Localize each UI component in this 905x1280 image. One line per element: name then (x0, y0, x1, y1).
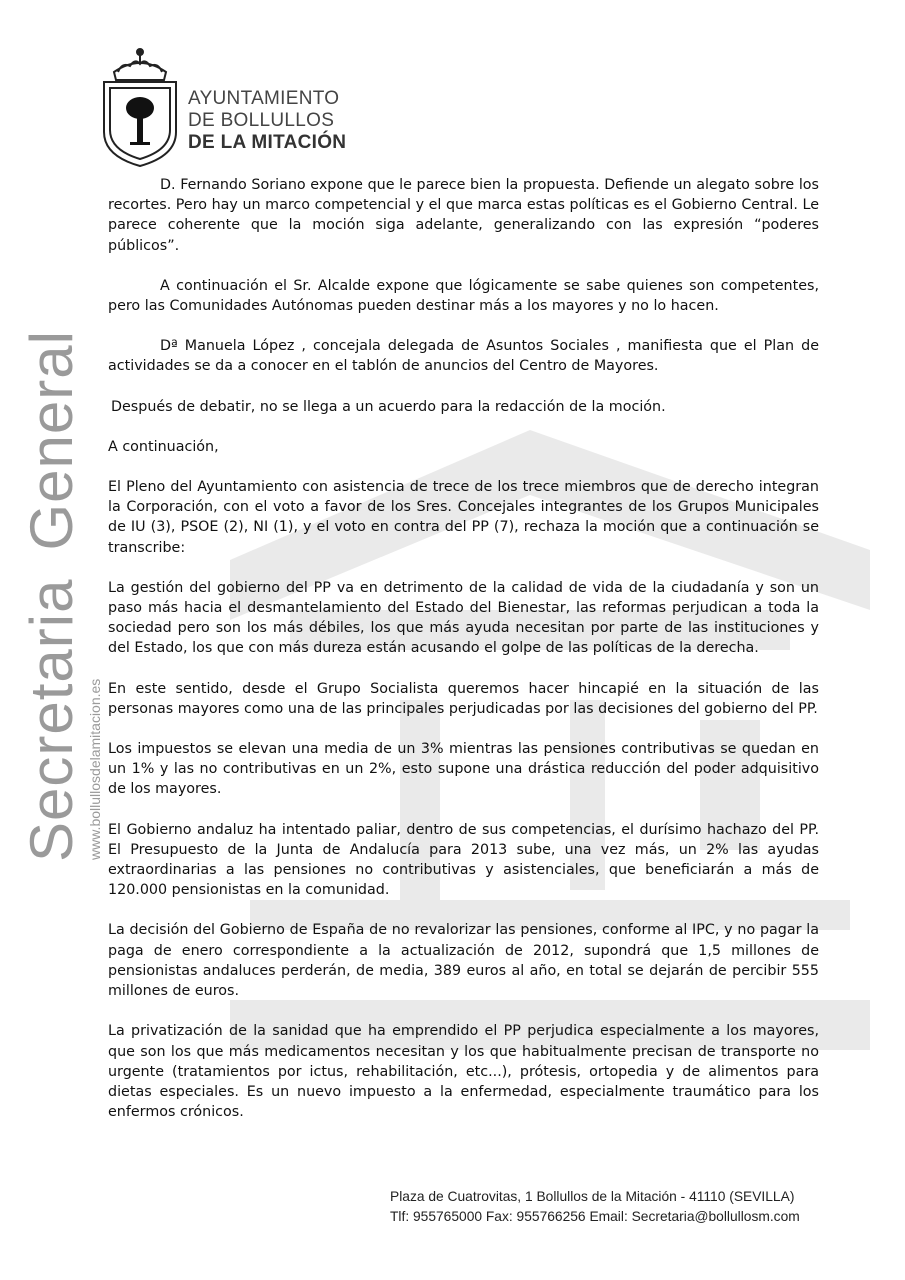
logo-line-2: DE BOLLULLOS (188, 110, 335, 131)
footer-address: Plaza de Cuatrovitas, 1 Bollullos de la Mitación - 41110 (SEVILLA) (390, 1189, 795, 1204)
side-word-secretaria: Secretaria (18, 578, 85, 862)
document-body (108, 175, 819, 1142)
paragraph-soriano: D. Fernando Soriano expone que le parece bien la propuesta. Defiende un alegato sobre los recortes. Pero hay un marco competencial y el que marca estas políticas es el Gobierno Central. Le parece coherente que la moción siga adelante, generalizando con las expresión “poderes públicos”. (108, 177, 819, 254)
footer-contact: Tlf: 955765000 Fax: 955766256 Email: Secretaria@bollullosm.com (390, 1209, 800, 1224)
paragraph-sentido: En este sentido, desde el Grupo Socialista queremos hacer hincapié en la situación de las personas mayores como una de las principales perjudicadas por las decisiones del gobierno del PP. (108, 680, 819, 717)
paragraph-alcalde: A continuación el Sr. Alcalde expone que lógicamente se sabe quienes son competentes, pero las Comunidades Autónomas pueden destinar más a los mayores y no lo hacen. (108, 277, 819, 315)
paragraph-gestion: La gestión del gobierno del PP va en detrimento de la calidad de vida de la ciudadanía y son un paso más hacia el desmantelamiento del Estado del Bienestar, las reformas perjudican a toda la sociedad pero son los más débiles, los que más ayuda necesitan por parte de las instituciones y del Estado, los que con más dureza están acusando el golpe de las políticas de la derecha. (108, 579, 819, 657)
paragraph-debate: Después de debatir, no se llega a un acuerdo para la redacción de la moción. (111, 398, 666, 415)
paragraph-lopez: Dª Manuela López , concejala delegada de Asuntos Sociales , manifiesta que el Plan de actividades se da a conocer en el tablón de anuncios del Centro de Mayores. (108, 338, 819, 375)
logo-line-1: AYUNTAMIENTO (188, 88, 340, 109)
logo-line-3: DE LA MITACIÓN (188, 132, 347, 153)
paragraph-gobierno-andaluz: El Gobierno andaluz ha intentado paliar, dentro de sus competencias, el durísimo hachazo del PP. El Presupuesto de la Junta de Andalucía para 2013 sube, una vez más, un 2% las ayudas extraordinarias a las pensiones no contributivas y asistenciales, que beneficiarán a más de 120.000 pensionistas en la comunidad. (108, 821, 819, 899)
side-url: www.bollullosdelamitacion.es (87, 678, 103, 860)
municipal-logo (100, 42, 350, 170)
paragraph-decision: La decisión del Gobierno de España de no revalorizar las pensiones, conforme al IPC, y no pagar la paga de enero correspondiente a la actualización de 2012, supondrá que 1,5 millones de pensionistas andaluces perderán, de media, 389 euros al año, en total se dejarán de percibir 555 millones de euros. (108, 922, 819, 1000)
crest-icon (100, 42, 180, 168)
paragraph-privatizacion: La privatización de la sanidad que ha emprendido el PP perjudica especialmente a los mayores, que son los que más medicamentos necesitan y los que habitualmente precisan de transporte no urgente (tratamientos por ictus, rehabilitación, etc...), prótesis, ortopedia y de alimentos para dietas especiales. Es un nuevo impuesto a la enfermedad, especialmente traumático para los enfermos crónicos. (108, 1023, 819, 1121)
side-title (18, 330, 85, 862)
side-label (18, 330, 122, 862)
side-word-general: General (18, 330, 85, 551)
paragraph-continuacion: A continuación, (108, 438, 219, 455)
footer (390, 1187, 830, 1227)
paragraph-impuestos: Los impuestos se elevan una media de un 3% mientras las pensiones contributivas se quedan en un 1% y las no contributivas en un 2%, esto supone una drástica reducción del poder adquisitivo de los mayores. (108, 741, 819, 798)
paragraph-pleno: El Pleno del Ayuntamiento con asistencia de trece de los trece miembros que de derecho integran la Corporación, con el voto a favor de los Sres. Concejales integrantes de los Grupos Municipales de IU (3), PSOE (2), NI (1), y el voto en contra del PP (7), rechaza la moción que a continuación se transcribe: (108, 479, 819, 556)
